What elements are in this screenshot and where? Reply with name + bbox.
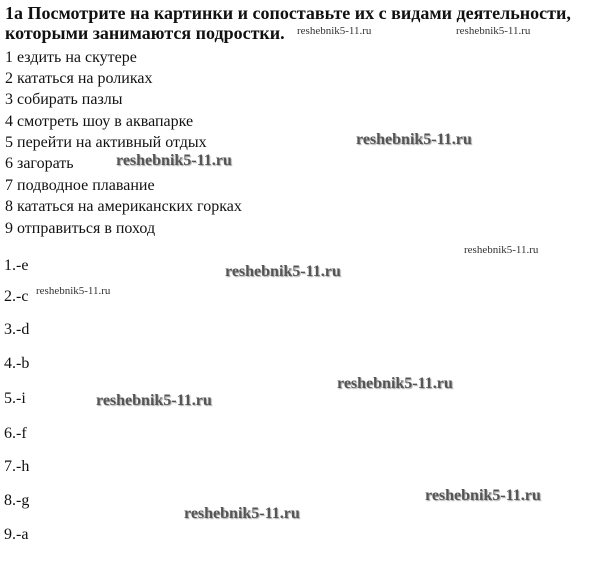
answer-item: 2.-c bbox=[4, 288, 29, 305]
activity-item: 3 собирать пазлы bbox=[5, 91, 123, 108]
watermark: reshebnik5-11.ru bbox=[184, 505, 300, 522]
watermark: reshebnik5-11.ru bbox=[297, 25, 372, 37]
watermark: reshebnik5-11.ru bbox=[456, 25, 531, 37]
watermark: reshebnik5-11.ru bbox=[464, 244, 539, 256]
activity-item: 1 ездить на скутере bbox=[5, 49, 137, 66]
answer-item: 4.-b bbox=[4, 355, 30, 372]
answer-item: 1.-e bbox=[4, 257, 29, 274]
exercise-title-line-1: 1а Посмотрите на картинки и сопоставьте их с видами деятельности, bbox=[5, 3, 571, 23]
watermark: reshebnik5-11.ru bbox=[225, 263, 341, 280]
activity-item: 6 загорать bbox=[5, 155, 74, 172]
answer-item: 7.-h bbox=[4, 458, 30, 475]
exercise-title-line-2: которыми занимаются подростки. bbox=[5, 23, 285, 43]
watermark: reshebnik5-11.ru bbox=[96, 392, 212, 409]
answer-item: 6.-f bbox=[4, 425, 27, 442]
answer-item: 5.-i bbox=[4, 390, 26, 407]
watermark: reshebnik5-11.ru bbox=[356, 131, 472, 148]
watermark: reshebnik5-11.ru bbox=[425, 487, 541, 504]
watermark: reshebnik5-11.ru bbox=[337, 375, 453, 392]
activity-item: 7 подводное плавание bbox=[5, 177, 155, 194]
activity-item: 9 отправиться в поход bbox=[5, 220, 156, 237]
activity-item: 8 кататься на американских горках bbox=[5, 198, 242, 215]
activity-item: 5 перейти на активный отдых bbox=[5, 134, 207, 151]
watermark: reshebnik5-11.ru bbox=[116, 152, 232, 169]
answer-item: 3.-d bbox=[4, 321, 30, 338]
answer-item: 9.-a bbox=[4, 526, 29, 543]
answer-item: 8.-g bbox=[4, 492, 30, 509]
activity-item: 2 кататься на роликах bbox=[5, 70, 153, 87]
watermark: reshebnik5-11.ru bbox=[36, 285, 111, 297]
activity-item: 4 смотреть шоу в аквапарке bbox=[5, 113, 194, 130]
exercise-title bbox=[5, 3, 599, 43]
